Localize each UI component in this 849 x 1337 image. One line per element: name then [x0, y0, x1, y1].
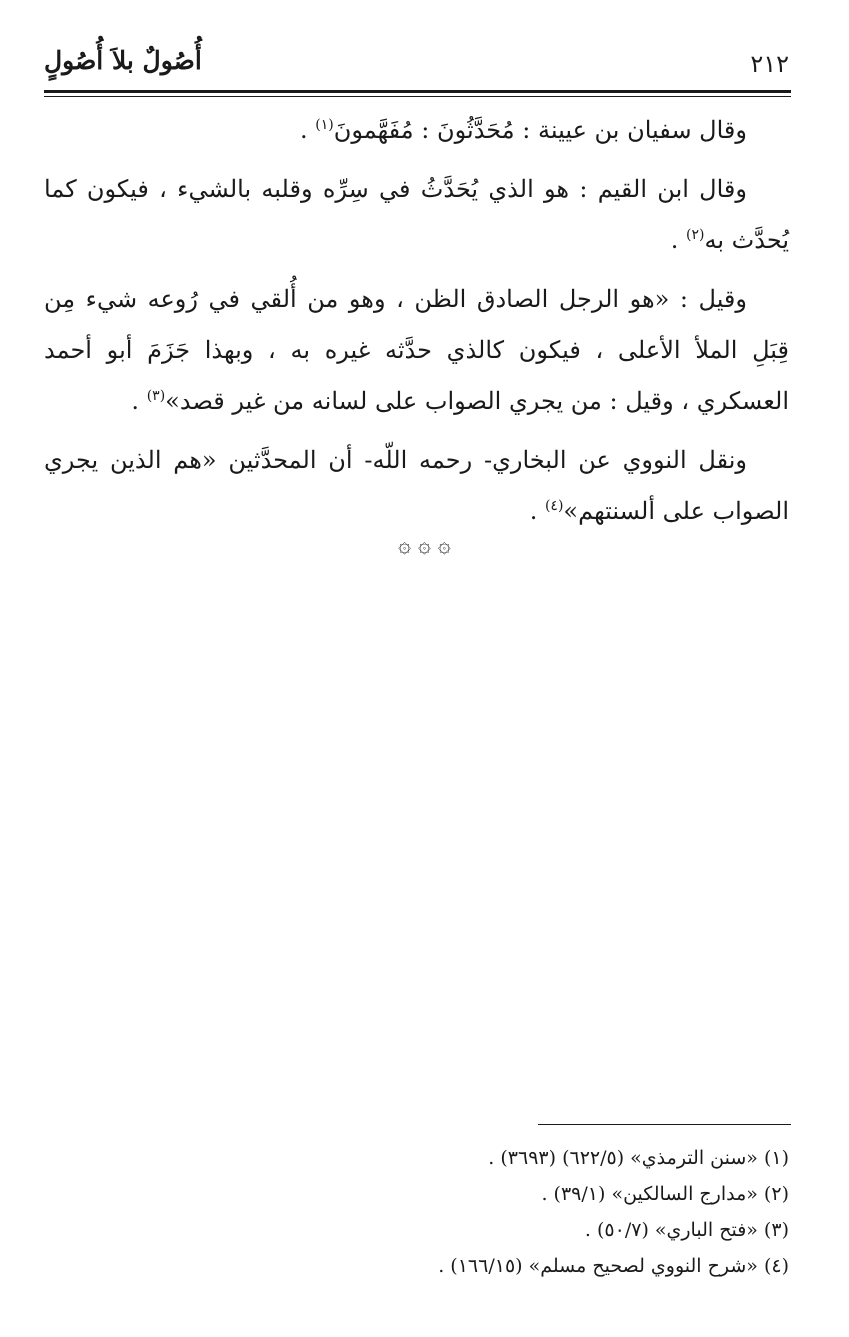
header-rule-thick: [44, 90, 791, 93]
footnote-ref-3: (٣): [146, 388, 166, 404]
paragraph-tail: .: [131, 387, 147, 415]
footnote-ref-1: (١): [315, 117, 334, 133]
footnote-2: (٢) «مدارج السالكين» (٣٩/١) .: [541, 1183, 789, 1205]
paragraph-2: [44, 164, 789, 266]
header-rule-thin: [44, 96, 791, 97]
page-header: [44, 38, 789, 88]
running-title: أُصُولٌ بلاَ أُصُولٍ: [44, 46, 202, 75]
paragraph-tail: .: [299, 116, 316, 144]
footnote-4: (٤) «شرح النووي لصحيح مسلم» (١٦٦/١٥) .: [438, 1255, 789, 1277]
paragraph-text: وقال ابن القيم : هو الذي يُحَدَّثُ في سِرِّه وقلبه بالشيء ، فيكون كما يُحدَّث به: [44, 175, 789, 254]
paragraph-text: وقال سفيان بن عيينة : مُحَدَّثُونَ : مُفَهَّمونَ: [333, 116, 747, 144]
section-ornament: ۞ ۞ ۞: [398, 533, 451, 558]
footnote-3: (٣) «فتح الباري» (٥٠/٧) .: [584, 1219, 789, 1241]
footnote-ref-2: (٢): [685, 227, 705, 243]
paragraph-4: [44, 435, 789, 537]
paragraph-3: [44, 274, 789, 427]
footnote-ref-4: (٤): [544, 498, 564, 514]
footnote-rule: [538, 1124, 791, 1125]
page-number: ٢١٢: [750, 50, 789, 78]
footnote-1: (١) «سنن الترمذي» (٦٢٢/٥) (٣٦٩٣) .: [488, 1147, 789, 1169]
paragraph-tail: .: [670, 226, 686, 254]
paragraph-tail: .: [529, 497, 545, 525]
footnotes: [44, 1140, 789, 1284]
body-text: [44, 105, 789, 545]
paragraph-1: [44, 105, 789, 156]
paragraph-text: وقيل : «هو الرجل الصادق الظن ، وهو من أُلقي في رُوعه شيء مِن قِبَلِ الملأ الأعلى ، فيكون كالذي حدَّثه غيره به ، وبهذا جَزَمَ أبو أحمد العسكري ، وقيل : من يجري الصواب على لسانه من غير قصد»: [44, 285, 789, 415]
paragraph-text: ونقل النووي عن البخاري- رحمه اللّه- أن المحدَّثين «هم الذين يجري الصواب على ألسنتهم»: [44, 446, 789, 525]
